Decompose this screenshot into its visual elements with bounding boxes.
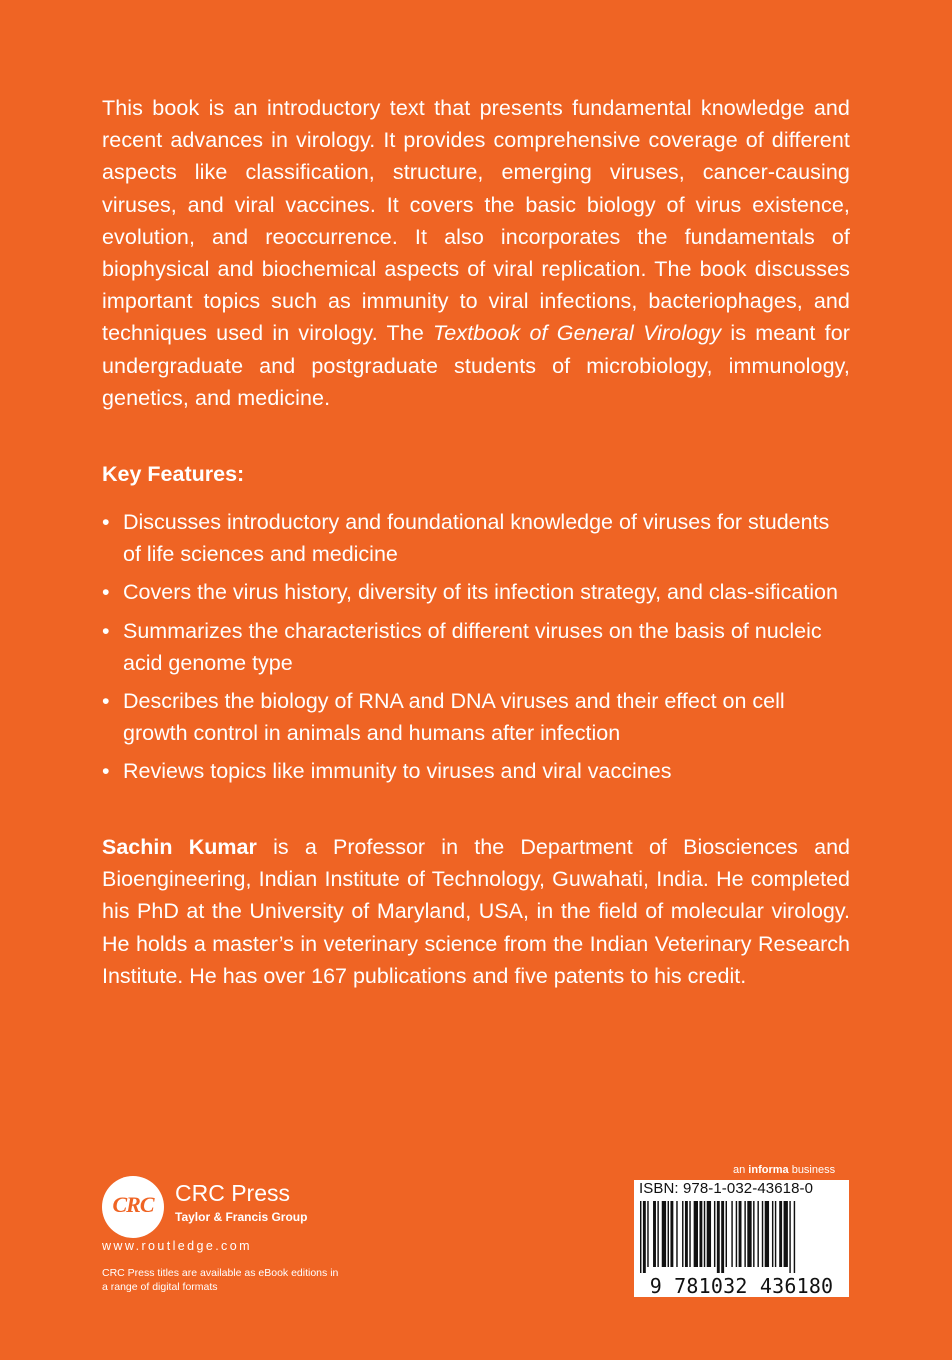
barcode-bar — [721, 1201, 724, 1273]
barcode-bar — [717, 1201, 720, 1273]
barcode-bar — [682, 1201, 683, 1267]
key-features-list — [102, 506, 852, 794]
barcode-bar — [775, 1201, 776, 1267]
feature-item — [102, 615, 852, 679]
informa-prefix: an — [733, 1164, 749, 1176]
barcode-digits: 9 781032 436180 — [649, 1274, 834, 1298]
barcode-bar — [670, 1201, 673, 1267]
barcode-bar — [744, 1201, 745, 1267]
author-name: Sachin Kumar — [102, 835, 257, 859]
barcode-bar — [762, 1201, 763, 1267]
description-text-1: This book is an introductory text that presents fundamental knowledge and recent advances in virology. It provides comprehensive coverage of different aspects like classification, structure, emerging viruses, cancer-causing viruses, and viral vaccines. It covers the basic biology of virus existence, evolution, and reoccurrence. It also incorporates the fundamentals of biophysical and biochemical aspects of viral replication. The book discusses important topics such as immunity to viral infections, bacteriophages, and techniques used in virology. The — [102, 96, 850, 346]
book-title: Textbook of General Virology — [433, 321, 722, 346]
crc-logo-text: CRC — [112, 1192, 154, 1217]
barcode-bar — [653, 1201, 656, 1267]
publisher-group: Taylor & Francis Group — [175, 1210, 308, 1224]
bullet-icon: • — [102, 689, 110, 714]
barcode-bar — [779, 1201, 782, 1267]
barcode-bar — [689, 1201, 690, 1267]
barcode-bar — [747, 1201, 751, 1267]
barcode-bar — [704, 1201, 705, 1267]
barcode-bar — [647, 1201, 648, 1267]
isbn-text: ISBN: 978-1-032-43618-0 — [639, 1180, 814, 1197]
barcode-bar — [668, 1201, 669, 1267]
barcode-bar — [794, 1201, 795, 1273]
barcode-bar — [784, 1201, 788, 1267]
informa-suffix: business — [788, 1164, 836, 1176]
feature-text: Reviews topics like immunity to viruses and viral vaccines — [123, 759, 672, 784]
informa-tagline — [733, 1164, 835, 1176]
publisher-website: www.routledge.com — [102, 1239, 252, 1253]
feature-text: Covers the virus history, diversity of its infection strategy, and clas-sification — [123, 580, 838, 605]
barcode-bar — [676, 1201, 677, 1267]
barcode-bar — [726, 1201, 727, 1267]
feature-item — [102, 685, 852, 749]
feature-item — [102, 506, 852, 570]
author-bio-text: is a Professor in the Department of Biosciences and Bioengineering, Indian Institute of Technology, Guwahati, India. He completed his PhD at the University of Maryland, USA, in the field of molecular virology. He holds a master’s in veterinary science from the Indian Veterinary Research Institute. He has over 167 publications and five patents to his credit. — [102, 835, 850, 988]
bullet-icon: • — [102, 759, 110, 784]
barcode-bar — [736, 1201, 737, 1267]
barcode-bar — [731, 1201, 732, 1267]
barcode-bar — [765, 1201, 769, 1267]
barcode-bar — [789, 1201, 790, 1273]
barcode-bar — [685, 1201, 688, 1267]
feature-text: Describes the biology of RNA and DNA viruses and their effect on cell growth control in animals and humans after infection — [123, 689, 785, 746]
barcode-icon — [640, 1201, 843, 1273]
barcode-bar — [694, 1201, 698, 1267]
ebook-note: CRC Press titles are available as eBook editions in a range of digital formats — [102, 1267, 339, 1293]
barcode-bar — [643, 1201, 646, 1273]
barcode-bar — [772, 1201, 773, 1267]
author-bio — [102, 831, 850, 992]
informa-word: informa — [748, 1164, 789, 1176]
barcode-bar — [657, 1201, 658, 1267]
crc-logo-icon — [102, 1176, 164, 1238]
feature-item — [102, 755, 852, 787]
barcode-bar — [707, 1201, 711, 1267]
bullet-icon: • — [102, 618, 110, 643]
bullet-icon: • — [102, 510, 110, 534]
feature-text: Discusses introductory and foundational knowledge of viruses for students of life sciences and medicine — [123, 510, 830, 567]
description-text-2: is meant for undergraduate and postgraduate students of microbiology, immunology, genetics, and medicine. — [102, 321, 851, 410]
barcode-bar — [714, 1201, 715, 1267]
barcode-bar — [640, 1201, 641, 1273]
barcode-bar — [739, 1201, 742, 1267]
barcode-bar — [662, 1201, 666, 1267]
barcode-bar — [753, 1201, 754, 1267]
bullet-icon: • — [102, 580, 110, 605]
barcode-bar — [757, 1201, 758, 1267]
feature-text: Summarizes the characteristics of different viruses on the basis of nucleic acid genome type — [123, 618, 822, 675]
feature-item — [102, 576, 852, 608]
barcode-bar — [699, 1201, 702, 1267]
publisher-name: CRC Press — [175, 1180, 291, 1206]
book-description — [102, 92, 850, 414]
key-features-heading: Key Features: — [102, 462, 245, 486]
